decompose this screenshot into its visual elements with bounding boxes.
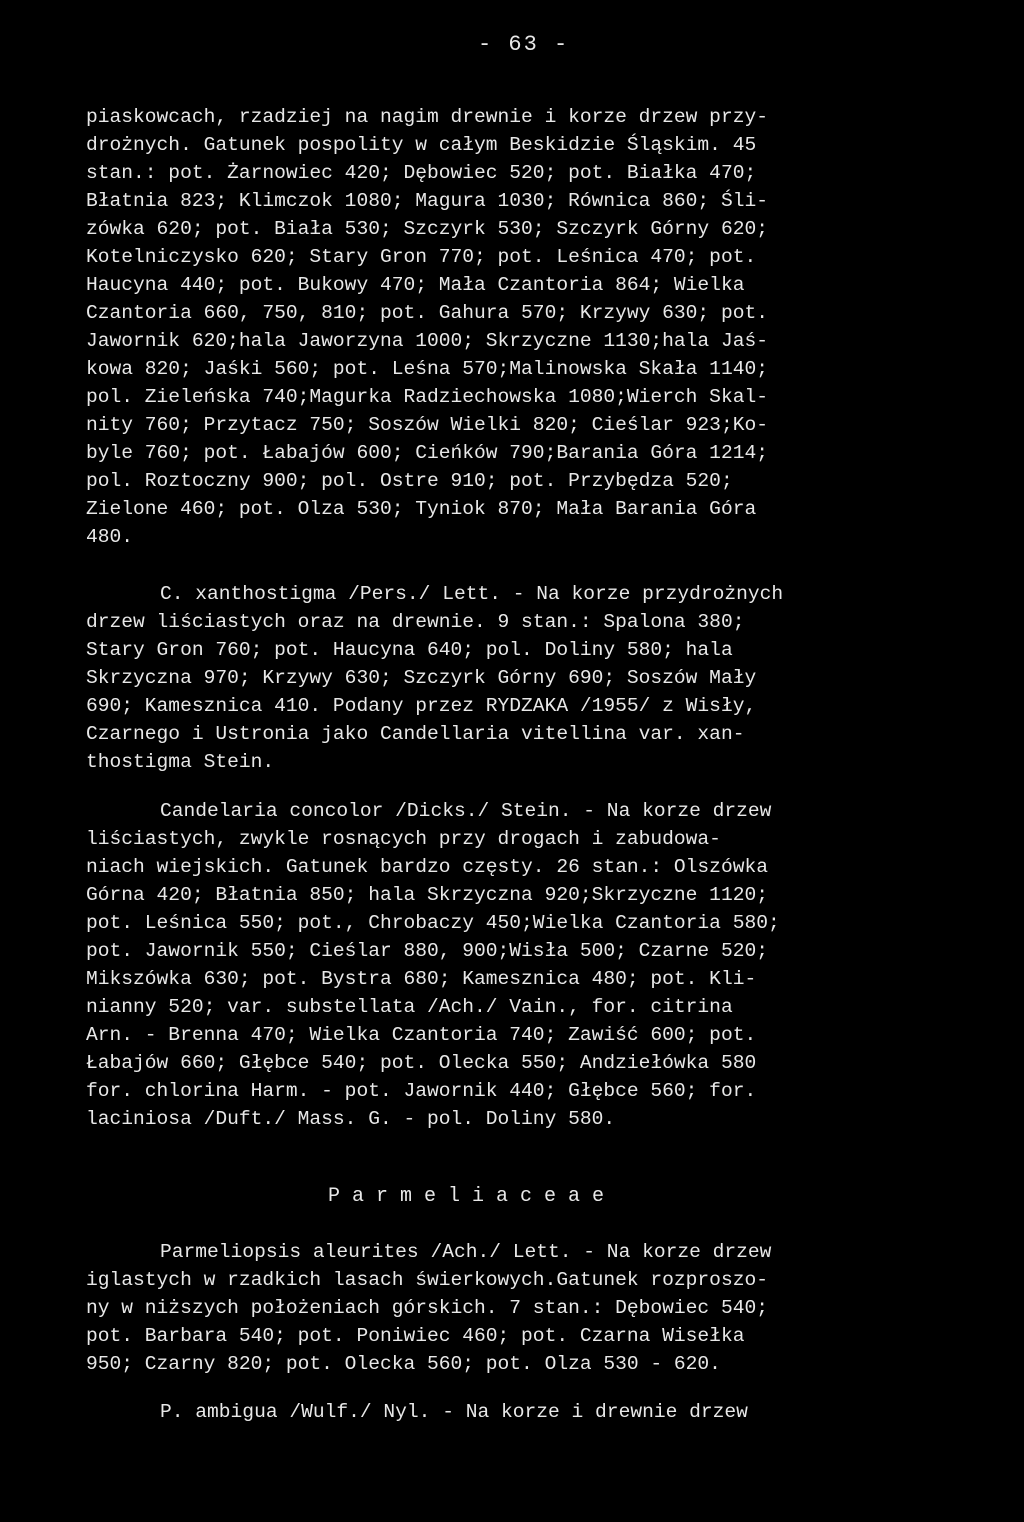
text-line: pol. Zieleńska 740;Magurka Radziechowska 1080;Wierch Skal-: [86, 386, 768, 408]
text-line: pot. Leśnica 550; pot., Chrobaczy 450;Wielka Czantoria 580;: [86, 912, 780, 934]
text-line: Stary Gron 760; pot. Haucyna 640; pol. Doliny 580; hala: [86, 639, 733, 661]
text-line: byle 760; pot. Łabajów 600; Cieńków 790;Barania Góra 1214;: [86, 442, 768, 464]
text-line: nianny 520; var. substellata /Ach./ Vain., for. citrina: [86, 996, 733, 1018]
text-line: zówka 620; pot. Biała 530; Szczyrk 530; Szczyrk Górny 620;: [86, 218, 768, 240]
text-line: Arn. - Brenna 470; Wielka Czantoria 740; Zawiść 600; pot.: [86, 1024, 757, 1046]
text-line: liściastych, zwykle rosnących przy drogach i zabudowa-: [86, 828, 721, 850]
text-line: Skrzyczna 970; Krzywy 630; Szczyrk Górny 690; Soszów Mały: [86, 667, 757, 689]
text-line: Górna 420; Błatnia 850; hala Skrzyczna 920;Skrzyczne 1120;: [86, 884, 768, 906]
text-line: kowa 820; Jaśki 560; pot. Leśna 570;Malinowska Skała 1140;: [86, 358, 768, 380]
text-line: stan.: pot. Żarnowiec 420; Dębowiec 520; pot. Białka 470;: [86, 162, 757, 184]
text-line: Kotelniczysko 620; Stary Gron 770; pot. Leśnica 470; pot.: [86, 246, 757, 268]
text-line: C. xanthostigma /Pers./ Lett. - Na korze przydrożnych: [160, 583, 784, 605]
text-line: ny w niższych położeniach górskich. 7 stan.: Dębowiec 540;: [86, 1297, 768, 1319]
section-heading: P a r m e l i a c e a e: [328, 1185, 605, 1208]
text-line: iglastych w rzadkich lasach świerkowych.Gatunek rozproszo-: [86, 1269, 768, 1291]
text-line: drzew liściastych oraz na drewnie. 9 stan.: Spalona 380;: [86, 611, 745, 633]
text-line: pot. Jawornik 550; Cieślar 880, 900;Wisła 500; Czarne 520;: [86, 940, 768, 962]
text-line: for. chlorina Harm. - pot. Jawornik 440; Głębce 560; for.: [86, 1080, 757, 1102]
text-line: drożnych. Gatunek pospolity w całym Beskidzie Śląskim. 45: [86, 134, 757, 156]
text-line: thostigma Stein.: [86, 751, 275, 773]
text-line: Haucyna 440; pot. Bukowy 470; Mała Czantoria 864; Wielka: [86, 274, 745, 296]
text-line: 950; Czarny 820; pot. Olecka 560; pot. Olza 530 - 620.: [86, 1353, 721, 1375]
text-line: Czantoria 660, 750, 810; pot. Gahura 570; Krzywy 630; pot.: [86, 302, 768, 324]
text-line: Jawornik 620;hala Jaworzyna 1000; Skrzyczne 1130;hala Jaś-: [86, 330, 768, 352]
text-line: P. ambigua /Wulf./ Nyl. - Na korze i drewnie drzew: [160, 1401, 748, 1423]
text-line: pot. Barbara 540; pot. Poniwiec 460; pot. Czarna Wisełka: [86, 1325, 745, 1347]
text-line: Łabajów 660; Głębce 540; pot. Olecka 550; Andziełówka 580: [86, 1052, 757, 1074]
text-line: nity 760; Przytacz 750; Soszów Wielki 820; Cieślar 923;Ko-: [86, 414, 768, 436]
page-number: - 63 -: [478, 32, 570, 57]
text-line: pol. Roztoczny 900; pol. Ostre 910; pot. Przybędza 520;: [86, 470, 733, 492]
text-line: Czarnego i Ustronia jako Candellaria vitellina var. xan-: [86, 723, 745, 745]
text-line: 480.: [86, 526, 134, 548]
text-line: 690; Kamesznica 410. Podany przez RYDZAKA /1955/ z Wisły,: [86, 695, 757, 717]
text-line: laciniosa /Duft./ Mass. G. - pol. Doliny 580.: [86, 1108, 616, 1130]
text-line: Candelaria concolor /Dicks./ Stein. - Na korze drzew: [160, 800, 772, 822]
text-line: Zielone 460; pot. Olza 530; Tyniok 870; Mała Barania Góra: [86, 498, 757, 520]
text-line: piaskowcach, rzadziej na nagim drewnie i korze drzew przy-: [86, 106, 768, 128]
text-line: Błatnia 823; Klimczok 1080; Magura 1030; Równica 860; Śli-: [86, 190, 768, 212]
text-line: Parmeliopsis aleurites /Ach./ Lett. - Na korze drzew: [160, 1241, 772, 1263]
text-line: niach wiejskich. Gatunek bardzo częsty. 26 stan.: Olszówka: [86, 856, 768, 878]
text-line: Mikszówka 630; pot. Bystra 680; Kamesznica 480; pot. Kli-: [86, 968, 757, 990]
